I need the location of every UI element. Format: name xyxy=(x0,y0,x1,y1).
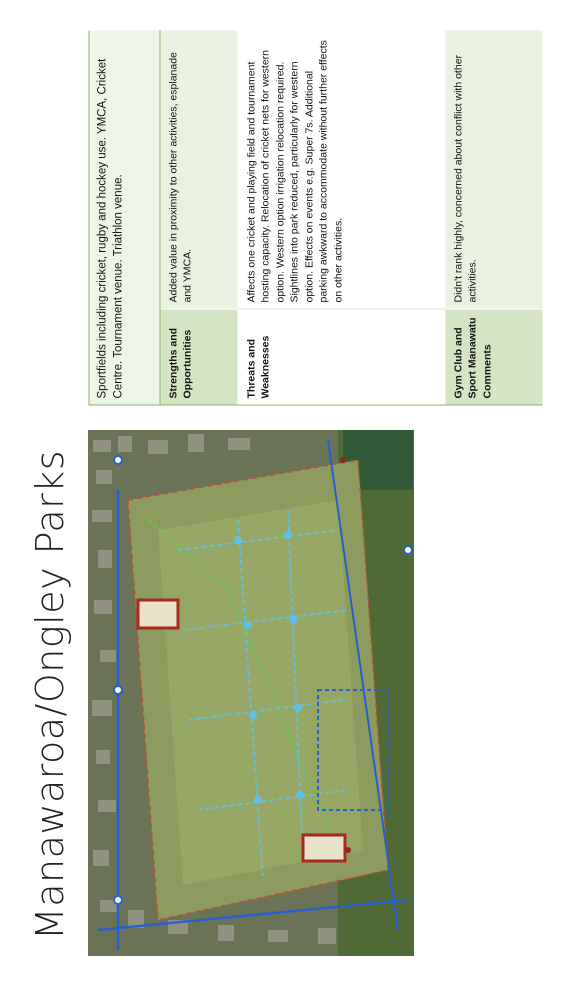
label-threats: Threats and Weaknesses xyxy=(238,308,445,404)
value-threats: Affects one cricket and playing field and tournament hosting capacity. Relocation of cricket nets for western option. Western option irrigation relocation required. Sightlines into park reduced, particularly for western option. Effects on events e.g. Super 7s. Additional parking awkward to accommodate without further effects on other activities. xyxy=(238,29,445,308)
aerial-map xyxy=(88,430,414,956)
info-table-region xyxy=(88,30,542,405)
label-strengths: Strengths and Opportunities xyxy=(160,308,238,404)
table-header-cell: Sportfields including cricket, rugby and hockey use. YMCA, Cricket Centre. Tournament venue. Triathlon venue. xyxy=(89,29,160,404)
value-comments: Didn't rank highly, concerned about conflict with other activities. xyxy=(445,29,543,308)
value-strengths: Added value in proximity to other activities, esplanade and YMCA. xyxy=(160,29,238,308)
page-title: Manawaroa/Ongley Parks xyxy=(28,449,72,941)
info-table xyxy=(88,30,542,405)
label-comments: Gym Club and Sport Manawatu Comments xyxy=(445,308,543,404)
map-image xyxy=(88,430,414,956)
title-region xyxy=(20,430,80,960)
